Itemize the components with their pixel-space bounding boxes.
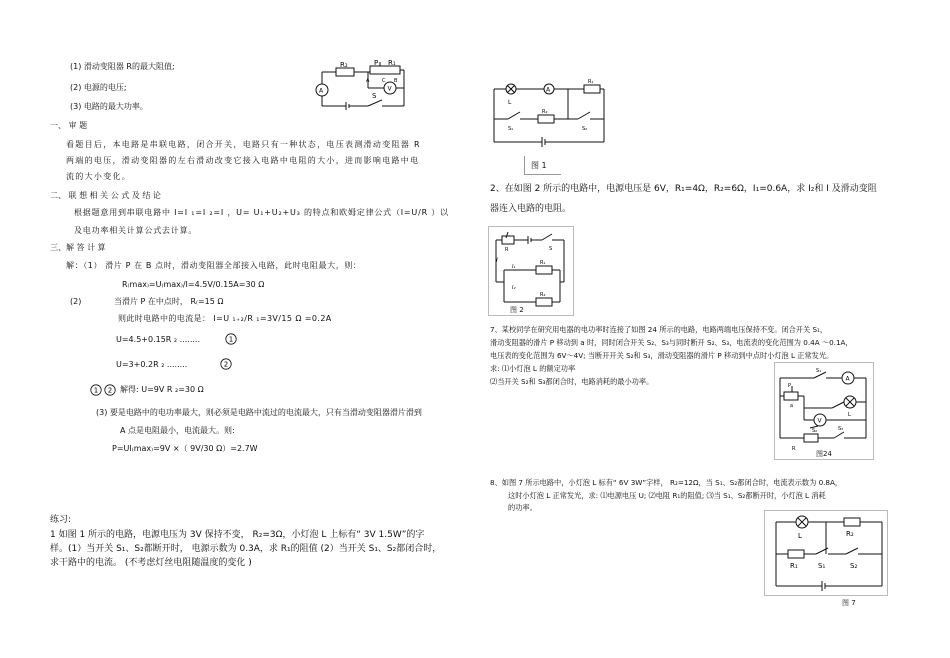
svg-text:R₁: R₁ [388, 59, 396, 67]
solution-line-7: P=UI₍max₎=9V ×（ 9V/30 Ω）=2.7W [112, 444, 258, 453]
problem-7-line-2: 滑动变阻器的滑片 P 移动到 a 时，同时闭合开关 S₂、S₃与同时断开 S₂、S₃，电流表的变化范围为 0.4A ～0.1A， [490, 338, 853, 347]
figure-1-circuit [490, 74, 610, 156]
solve-marker-2 [104, 384, 116, 396]
question-1: (1) 滑动变阻器 R的最大阻值; [70, 62, 175, 71]
equation-2-marker [220, 358, 232, 370]
problem-7-line-4: 求: ⑴小灯泡 L 的额定功率 [490, 364, 576, 373]
svg-text:R: R [505, 247, 509, 253]
svg-text:C: C [382, 78, 386, 84]
figure-24-caption: 图24 [816, 450, 832, 458]
figure-2-caption: 图 2 [510, 306, 524, 314]
resistor-r1 [584, 85, 600, 93]
problem-8-line-1: 8、如图 7 所示电路中，小灯泡 L 标有“ 6V 3W”字样， R₂=12Ω，当 S₁、S₂都闭合时，电流表示数为 0.8A， [490, 478, 843, 487]
resistor-r2 [538, 115, 554, 123]
svg-text:P: P [374, 59, 379, 67]
solution-line-6: A 点是电阻最小，电流最大。则: [120, 426, 235, 435]
section-2-line-1: 根据题意用到串联电路中 I=I ₁=I ₂=I ，U= U₁+U₂+U₃ 的特点和欧姆定律公式（I=U/R ）以 [74, 208, 449, 217]
equation-1: U=4.5+0.15R ₂ ........ [116, 335, 200, 344]
solve-marker-1 [90, 384, 102, 396]
problem-2-line-2: 器连入电路的电阻。 [490, 204, 572, 214]
figure-2-circuit [488, 226, 574, 316]
svg-text:S₂: S₂ [582, 126, 588, 132]
equation-2: U=3+0.2R ₂ ........ [116, 360, 188, 369]
svg-text:A: A [319, 87, 324, 95]
svg-text:R₂: R₂ [542, 109, 548, 115]
section-3-heading: 三、解 答 计 算 [50, 243, 106, 252]
svg-text:S: S [372, 92, 377, 100]
svg-text:S₂: S₂ [850, 562, 858, 570]
equation-3: 解得: U=9V R ₂=30 Ω [120, 385, 204, 394]
exercise-heading: 练习: [50, 515, 72, 525]
svg-text:S₃: S₃ [838, 426, 844, 432]
svg-text:L: L [798, 532, 802, 540]
problem-8-line-3: 的功率。 [508, 503, 537, 512]
problem-8-line-2: 这时小灯泡 L 正常发光，求: ⑴电源电压 U; ⑵电阻 R₁的阻值; ⑶当 S₁、S₂都断开时，小灯泡 L 消耗 [508, 491, 826, 500]
solution-part-2-number: (2) [70, 297, 82, 306]
section-1-heading: 一、 审 题 [50, 121, 88, 130]
question-3: (3) 电路的最大功率。 [70, 102, 148, 111]
svg-text:L: L [508, 99, 512, 106]
question-2: (2) 电源的电压; [70, 83, 127, 92]
resistor-r2 [336, 68, 354, 76]
svg-text:R₂: R₂ [846, 530, 854, 538]
figure-7-caption: 图 7 [842, 599, 856, 607]
equation-1-marker [225, 333, 237, 345]
svg-text:R₁: R₁ [790, 562, 798, 570]
svg-text:V: V [387, 85, 392, 93]
problem-7-line-3: 电压表的变化范围为 6V～4V; 当断开开关 S₂和 S₃，滑动变阻器的滑片 P 移动到中点时小灯泡 L 正常发光。 [490, 351, 834, 360]
svg-text:R₂: R₂ [340, 61, 348, 69]
svg-text:V: V [817, 417, 822, 425]
svg-text:A: A [366, 78, 370, 84]
circuit-diagram-top [308, 58, 418, 116]
exercise-line-3: 求干路中的电流。 (不考虑灯丝电阻随温度的变化 ) [50, 558, 252, 568]
section-1-line-3: 流的大小变化。 [66, 172, 132, 181]
svg-text:L: L [848, 412, 851, 418]
problem-7-line-5: ⑵当开关 S₂和 S₃都闭合时，电路消耗的最小功率。 [490, 377, 654, 386]
figure-1-caption: 图 1 [531, 161, 547, 170]
section-1-line-2: 两端的电压，滑动变阻器的左右滑动改变它接入电路中电阻的大小，进而影响电路中电 [66, 156, 420, 165]
exercise-line-2: 样。(1）当开关 S₁、S₂都断开时， 电源示数为 0.3A，求 R₁的阻值 (2）当开关 S₁、S₂都闭合时， [50, 544, 442, 554]
svg-text:I₁: I₁ [512, 264, 516, 270]
section-2-heading: 二、 联 想 相 关 公 式 及 结 论 [50, 191, 161, 200]
solution-line-1: 解：（1） 滑片 P 在 B 点时，滑动变阻器全部接入电路，此时电阻最大，则： [66, 261, 362, 270]
svg-text:R₁: R₁ [540, 260, 546, 266]
svg-text:R₁: R₁ [588, 79, 594, 85]
svg-text:2: 2 [223, 360, 229, 369]
solution-line-3: 当滑片 P 在中点时， R₍=15 Ω [114, 297, 224, 306]
svg-text:A: A [546, 86, 551, 94]
section-2-line-2: 及电功率相关计算公式去计算。 [74, 226, 198, 235]
svg-text:1: 1 [93, 386, 99, 395]
section-1-line-1: 看题目后，本电路是串联电路，闭合开关，电路只有一种状态，电压表测滑动变阻器 R [66, 140, 421, 149]
svg-text:R₂: R₂ [540, 292, 546, 298]
problem-7-line-1: 7、某校同学在研究用电器的电功率时连接了如图 24 所示的电路，电路两端电压保持不变。闭合开关 S₁， [490, 325, 828, 334]
svg-text:I: I [496, 257, 498, 264]
svg-text:R: R [792, 446, 796, 452]
svg-text:B: B [394, 78, 398, 84]
svg-text:1: 1 [228, 335, 234, 344]
problem-2-line-1: 2、在如图 2 所示的电路中，电源电压是 6V，R₁=4Ω，R₂=6Ω，I₁=0.6A，求 I₂和 I 及滑动变阻 [490, 184, 877, 194]
exercise-line-1: 1 如图 1 所示的电路，电源电压为 3V 保持不变， R₂=3Ω，小灯泡 L 上标有“ 3V 1.5W”的字 [50, 530, 425, 540]
solution-line-5: (3) 要是电路中的电功率最大，则必须是电路中流过的电流最大，只有当滑动变阻器滑片滑到 [96, 408, 422, 417]
svg-text:I₂: I₂ [512, 285, 516, 291]
figure-24-circuit [774, 362, 874, 460]
solution-line-4: 则此时电路中的电流是： I=U ₁₊₂/R ₁=3V/15 Ω =0.2A [118, 314, 332, 323]
svg-text:A: A [845, 375, 850, 383]
svg-text:P: P [788, 383, 792, 389]
svg-text:2: 2 [107, 386, 113, 395]
svg-text:S₂: S₂ [812, 428, 818, 434]
svg-text:S: S [549, 246, 553, 252]
svg-text:S₁: S₁ [816, 368, 822, 374]
svg-text:a: a [790, 403, 794, 409]
rheostat-r1 [370, 66, 400, 74]
svg-text:S₁: S₁ [818, 562, 826, 570]
figure-7-circuit [764, 510, 888, 596]
solution-line-2: R₍max₎=U₍max₎/I=4.5V/0.15A=30 Ω [122, 280, 265, 289]
svg-text:S₁: S₁ [508, 126, 514, 132]
